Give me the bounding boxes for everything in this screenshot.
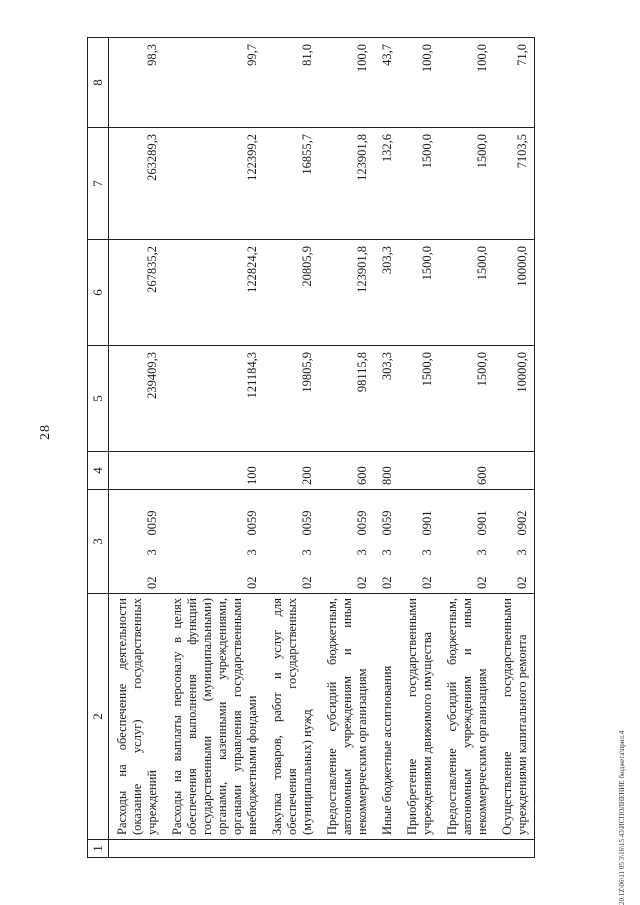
code-program: 3 xyxy=(475,549,489,556)
value-col-6: 267835,2 xyxy=(109,239,165,345)
row-name: Расходы на обеспечение деятельности (оказание услуг) государственных учреждений xyxy=(109,594,165,840)
value-col-8: 71,0 xyxy=(494,37,535,127)
code-item: 0902 xyxy=(494,489,535,539)
code-section: 02 xyxy=(380,576,394,589)
code-type: 100 xyxy=(164,451,264,489)
value-col-8: 100,0 xyxy=(399,37,439,127)
value-col-5: 1500,0 xyxy=(399,345,439,451)
value-col-7: 132,6 xyxy=(374,127,399,239)
value-col-7: 1500,0 xyxy=(399,127,439,239)
row-number-cell xyxy=(494,840,535,858)
code-item: 0059 xyxy=(109,489,165,539)
code-section: 02 xyxy=(300,576,314,589)
code-item: 0901 xyxy=(439,489,494,539)
code-program: 3 xyxy=(145,549,159,556)
table-row xyxy=(264,37,319,857)
value-col-6: 123901,8 xyxy=(319,239,374,345)
value-col-8: 100,0 xyxy=(439,37,494,127)
file-path-footer: 20.1Z\06\11 05 3\16\15 43\ИСПОЛНЕНИЕ бюджета\прил.4 xyxy=(618,730,626,905)
code-program: 3 xyxy=(245,549,259,556)
value-col-7: 123901,8 xyxy=(319,127,374,239)
value-col-6: 10000,0 xyxy=(494,239,535,345)
row-name: Приобретение государственными учреждениями движимого имущества xyxy=(399,594,439,840)
code-section: 02 xyxy=(420,576,434,589)
code-item: 0059 xyxy=(264,489,319,539)
value-col-7: 7103,5 xyxy=(494,127,535,239)
value-col-5: 239409,3 xyxy=(109,345,165,451)
code-program: 3 xyxy=(380,549,394,556)
row-name: Закупка товаров, работ и услуг для обеспечения государственных (муниципальных) нужд xyxy=(264,594,319,840)
header-col-4: 4 xyxy=(88,451,109,489)
header-col-6: 6 xyxy=(88,239,109,345)
row-number-cell xyxy=(374,840,399,858)
row-name: Предоставление субсидий бюджетным, автономным учреждениям и иным некоммерческим организациям xyxy=(319,594,374,840)
header-col-5: 5 xyxy=(88,345,109,451)
table-header-row xyxy=(88,37,109,857)
table-row xyxy=(164,37,264,857)
code-type: 600 xyxy=(319,451,374,489)
table-row xyxy=(109,37,165,857)
value-col-5: 1500,0 xyxy=(439,345,494,451)
value-col-5: 121184,3 xyxy=(164,345,264,451)
value-col-8: 98,3 xyxy=(109,37,165,127)
value-col-6: 20805,9 xyxy=(264,239,319,345)
page-number: 28 xyxy=(38,424,53,440)
code-section: 02 xyxy=(494,560,535,594)
table-row xyxy=(439,37,494,857)
code-program: 3 xyxy=(494,540,535,560)
code-type: 800 xyxy=(374,451,399,489)
row-number-cell xyxy=(164,840,264,858)
code-type xyxy=(399,451,439,489)
value-col-5: 19805,9 xyxy=(264,345,319,451)
table-row xyxy=(319,37,374,857)
value-col-7: 16855,7 xyxy=(264,127,319,239)
table-row xyxy=(399,37,439,857)
value-col-8: 43,7 xyxy=(374,37,399,127)
value-col-6: 303,3 xyxy=(374,239,399,345)
code-type: 600 xyxy=(439,451,494,489)
row-name: Иные бюджетные ассигнования xyxy=(374,594,399,840)
code-type xyxy=(109,451,165,489)
code-item: 0901 xyxy=(399,489,439,539)
table-row xyxy=(374,37,399,857)
code-type: 200 xyxy=(264,451,319,489)
value-col-6: 122824,2 xyxy=(164,239,264,345)
value-col-8: 81,0 xyxy=(264,37,319,127)
code-item: 0059 xyxy=(164,489,264,539)
row-number-cell xyxy=(439,840,494,858)
value-col-5: 10000,0 xyxy=(494,345,535,451)
value-col-6: 1500,0 xyxy=(439,239,494,345)
code-item: 0059 xyxy=(319,489,374,539)
value-col-5: 303,3 xyxy=(374,345,399,451)
value-col-7: 1500,0 xyxy=(439,127,494,239)
code-section: 02 xyxy=(145,576,159,589)
row-number-cell xyxy=(319,840,374,858)
budget-table xyxy=(87,37,535,858)
row-name: Предоставление субсидий бюджетным, автономным учреждениям и иным некоммерческим организациям xyxy=(439,594,494,840)
header-col-8: 8 xyxy=(88,37,109,127)
header-col-1: 1 xyxy=(88,840,109,858)
code-type xyxy=(494,451,535,489)
code-section: 02 xyxy=(355,576,369,589)
code-program: 3 xyxy=(355,549,369,556)
code-item: 0059 xyxy=(374,489,399,539)
code-section: 02 xyxy=(245,576,259,589)
value-col-6: 1500,0 xyxy=(399,239,439,345)
row-name: Расходы на выплаты персоналу в целях обеспечения выполнения функций государственными (муниципальными) органами, казенными учреждениями, органами управления государственными внебюджетными фондами xyxy=(164,594,264,840)
code-program: 3 xyxy=(420,549,434,556)
value-col-5: 98115,8 xyxy=(319,345,374,451)
row-number-cell xyxy=(399,840,439,858)
code-program: 3 xyxy=(300,549,314,556)
code-section: 02 xyxy=(475,576,489,589)
value-col-8: 100,0 xyxy=(319,37,374,127)
value-col-8: 99,7 xyxy=(164,37,264,127)
header-col-7: 7 xyxy=(88,127,109,239)
header-col-3: 3 xyxy=(88,489,109,593)
budget-table-sheet xyxy=(87,38,617,858)
value-col-7: 263289,3 xyxy=(109,127,165,239)
header-col-2: 2 xyxy=(88,594,109,840)
table-row xyxy=(494,37,535,857)
value-col-7: 122399,2 xyxy=(164,127,264,239)
row-number-cell xyxy=(264,840,319,858)
row-name: Осуществление государственными учреждениями капитального ремонта xyxy=(494,594,535,840)
row-number-cell xyxy=(109,840,165,858)
